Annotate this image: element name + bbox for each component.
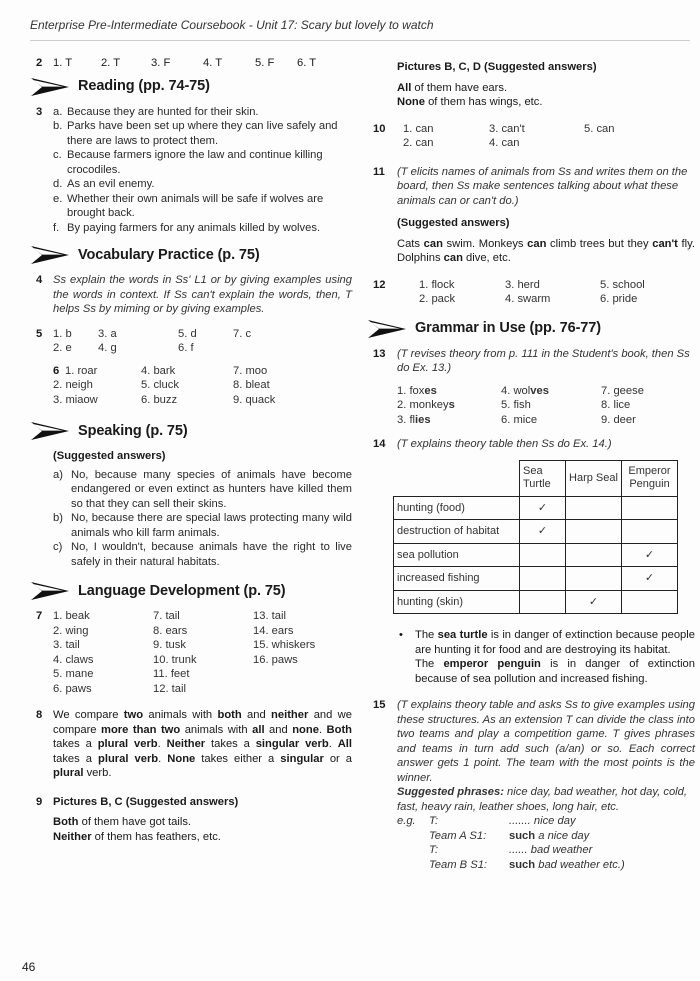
item-number: 2. — [397, 399, 407, 411]
exercise-5 — [36, 327, 352, 356]
answer — [397, 398, 501, 413]
speaker: Team A S1: — [429, 829, 487, 842]
word-stem: lice — [613, 399, 631, 411]
left-column — [36, 56, 352, 854]
answer: 16. paws — [253, 653, 298, 666]
teacher-note: (T revises theory from p. 111 in the Student's book, then Ss do Ex. 13.) — [397, 347, 690, 374]
text: verb. — [83, 767, 112, 779]
text: of them have got tails. — [78, 816, 192, 828]
exercise-number: 4 — [36, 274, 43, 286]
answer-row — [53, 56, 352, 71]
word-stem: fox — [409, 384, 425, 397]
bold-text: none — [292, 723, 319, 736]
item-text: Because farmers ignore the law and continue killing crocodiles. — [67, 149, 323, 176]
answer: 5. can — [584, 122, 615, 135]
answer: 1. b — [53, 327, 72, 340]
bold-text: Neither — [166, 738, 206, 750]
bold-text: can — [423, 237, 443, 250]
utterance — [509, 829, 695, 844]
item-label: c. — [53, 149, 62, 161]
answer — [601, 384, 681, 399]
text: of them has wings, etc. — [424, 96, 543, 108]
bold-text: can — [527, 237, 547, 250]
answer: 9. tusk — [153, 639, 186, 651]
text: takes a — [53, 738, 98, 750]
empty-cell — [520, 590, 566, 614]
word-stem: fish — [513, 399, 531, 411]
bold-text: two — [123, 709, 144, 721]
answer: 2. can — [403, 137, 434, 149]
empty-cell — [520, 543, 566, 567]
empty-cell — [566, 496, 622, 520]
answer: 11. feet — [153, 668, 190, 680]
item-text: By paying farmers for any animals killed by wolves. — [67, 221, 321, 234]
answer: 4. T — [203, 57, 223, 69]
summary-sentence — [415, 657, 695, 686]
speaking-answers — [36, 449, 352, 569]
item-label: d. — [53, 178, 63, 190]
list-item — [53, 119, 352, 148]
text: and — [241, 709, 272, 721]
word-stem: fl — [409, 413, 416, 426]
check-mark-icon: ✓ — [520, 520, 566, 544]
item-text: No, I wouldn't, because animals have the right to live safely in their natural habitats. — [71, 541, 352, 568]
answer: 3. tail — [53, 639, 80, 651]
table-row — [394, 590, 678, 614]
sub-heading: (Suggested answers) — [53, 450, 166, 462]
list-item — [53, 221, 352, 236]
item-label: c) — [53, 541, 63, 553]
bold-text: neither — [271, 709, 309, 721]
bold-text: plural verb — [98, 752, 159, 765]
answer — [501, 413, 601, 428]
column-header: Harp Seal — [566, 460, 622, 496]
exercise-3 — [36, 105, 352, 236]
word-stem: deer — [613, 413, 636, 426]
bold-text: plural verb — [97, 738, 158, 750]
section-title: Vocabulary Practice (p. 75) — [78, 246, 260, 263]
item-label: b) — [53, 512, 63, 524]
grammar-explanation — [53, 708, 352, 781]
answer: 3. F — [151, 57, 171, 69]
answer — [397, 413, 501, 428]
exercise-9 — [36, 795, 352, 845]
item-text: No, because there are special laws protecting many wild animals who kill farm animals. — [71, 512, 352, 539]
answer: 13. tail — [253, 610, 286, 622]
answer: 5. cluck — [141, 379, 179, 391]
bold-text: Both — [53, 816, 79, 828]
list-item — [53, 148, 352, 177]
empty-cell — [566, 567, 622, 591]
text: climb trees but they — [546, 237, 653, 250]
text: takes either a — [195, 752, 281, 765]
text: ...... bad weather — [509, 844, 593, 856]
item-number: 8. — [601, 399, 611, 411]
text: . — [158, 752, 168, 765]
answer — [233, 341, 273, 356]
empty-cell — [566, 543, 622, 567]
text: and — [264, 723, 293, 736]
section-heading-language — [30, 581, 352, 601]
row-label: hunting (food) — [394, 496, 520, 520]
right-column — [373, 60, 695, 882]
section-title: Speaking (p. 75) — [78, 422, 188, 439]
exercise-9-continued — [373, 60, 695, 110]
answer: 4. claws — [53, 653, 94, 666]
bullet-icon: • — [399, 629, 403, 641]
check-mark-icon: ✓ — [622, 543, 678, 567]
row-label: hunting (skin) — [394, 590, 520, 614]
text: of them have ears. — [411, 81, 508, 94]
exercise-4 — [36, 273, 352, 317]
arrow-icon — [30, 421, 70, 441]
exercise-number: 2 — [36, 57, 43, 69]
text: . — [318, 723, 327, 736]
text: . — [157, 738, 167, 750]
list-item — [53, 192, 352, 221]
answer: 14. ears — [253, 624, 294, 637]
section-title: Reading (pp. 74-75) — [78, 78, 210, 95]
column-header: Emperor Penguin — [622, 460, 678, 496]
table-header-row — [394, 460, 678, 496]
answer: 6. T — [297, 57, 317, 69]
exercise-number: 5 — [36, 327, 43, 340]
eg-label: e.g. — [397, 815, 416, 827]
bold-text: both — [217, 709, 242, 721]
answer-grid — [419, 278, 695, 307]
sub-heading: (Suggested answers) — [397, 217, 510, 229]
answer: 2. T — [101, 57, 121, 69]
example-line — [53, 815, 352, 830]
word-stem: mice — [513, 413, 538, 426]
bold-text: such — [509, 858, 536, 871]
answer: 7. tail — [153, 610, 180, 622]
answer: 9. quack — [233, 393, 276, 406]
utterance — [509, 843, 695, 858]
table-row — [394, 496, 678, 520]
arrow-icon — [30, 245, 70, 265]
answer: 5. d — [178, 327, 197, 340]
item-number: 9. — [601, 413, 611, 426]
empty-cell — [622, 520, 678, 544]
text: and we compare — [53, 709, 352, 736]
utterance — [509, 814, 695, 829]
list-item — [53, 177, 352, 192]
arrow-icon — [367, 319, 407, 339]
answer: 7. c — [233, 327, 252, 340]
page-number: 46 — [22, 960, 36, 974]
answer — [501, 398, 601, 413]
summary-bullet — [373, 628, 695, 686]
exercise-6 — [36, 364, 352, 408]
row-label: sea pollution — [394, 543, 520, 567]
bold-text: All — [397, 81, 412, 94]
text: dive, etc. — [462, 252, 511, 264]
text: Cats — [397, 237, 424, 250]
plural-ending: ies — [415, 413, 431, 426]
exercise-8 — [36, 708, 352, 781]
exercise-11 — [373, 165, 695, 266]
speaker: T: — [429, 844, 439, 856]
item-text: Whether their own animals will be safe if wolves are brought back. — [67, 192, 324, 219]
answer — [397, 384, 501, 399]
exercise-15 — [373, 698, 695, 872]
list-item — [53, 511, 352, 540]
exercise-number: 12 — [373, 278, 386, 291]
exercise-number: 3 — [36, 105, 43, 118]
section-title: Grammar in Use (pp. 76-77) — [415, 320, 601, 337]
example-text — [397, 237, 695, 266]
item-number: 3. — [397, 413, 407, 426]
item-number: 5. — [501, 399, 511, 411]
exercise-number: 15 — [373, 699, 386, 711]
answer-grid — [397, 384, 695, 428]
item-text: No, because many species of animals have become endangered or even extinct as hunters have killed them so that they can sell their skins. — [71, 468, 352, 510]
answer: 1. beak — [53, 610, 90, 622]
example-line — [397, 81, 695, 96]
answer — [601, 413, 681, 428]
answer — [584, 136, 644, 151]
example-dialogue — [397, 814, 695, 872]
item-label: e. — [53, 192, 63, 205]
bold-text: emperor penguin — [443, 658, 541, 670]
answer-list — [53, 468, 352, 570]
answer — [601, 398, 681, 413]
plural-ending: es — [424, 384, 437, 397]
text: The — [415, 658, 444, 670]
theory-table — [393, 460, 678, 615]
exercise-number: 10 — [373, 122, 386, 135]
bold-text: more than two — [101, 723, 181, 736]
text: takes a — [205, 738, 256, 750]
item-text: Parks have been set up where they can live safely and there are laws to protect them. — [67, 120, 338, 147]
item-label: a) — [53, 468, 63, 481]
answer: 2. e — [53, 342, 72, 354]
teacher-note: (T explains theory table then Ss do Ex. 14.) — [397, 438, 612, 450]
answer: 8. bleat — [233, 379, 270, 391]
exercise-14 — [373, 437, 695, 686]
word-stem: wol — [513, 384, 531, 397]
exercise-number: 7 — [36, 610, 43, 622]
text: ....... nice day — [509, 815, 576, 827]
bold-text: all — [252, 723, 265, 736]
item-text: Because they are hunted for their skin. — [67, 105, 259, 118]
item-number: 1. — [397, 384, 407, 397]
example-line — [397, 95, 695, 110]
text: The — [415, 629, 438, 641]
speaker: T: — [429, 815, 439, 827]
empty-cell — [520, 567, 566, 591]
answer: 7. moo — [233, 364, 268, 377]
arrow-icon — [30, 77, 70, 97]
answer-grid — [403, 122, 695, 151]
answer: 12. tail — [153, 682, 186, 695]
answer: 3. can't — [489, 122, 525, 135]
text: a nice day — [535, 829, 590, 842]
section-heading-grammar — [367, 319, 695, 339]
answer: 6. f — [178, 342, 194, 354]
exercise-number: 11 — [373, 165, 385, 178]
answer: 1. flock — [419, 278, 455, 291]
answer: 2. pack — [419, 293, 456, 305]
answer: 5. F — [255, 57, 275, 69]
answer-grid — [53, 327, 352, 356]
sub-heading: Pictures B, C, D (Suggested answers) — [397, 61, 597, 73]
exercise-2 — [36, 56, 352, 71]
sub-heading: Pictures B, C (Suggested answers) — [53, 795, 239, 808]
exercise-number: 8 — [36, 709, 43, 721]
bold-text: such — [509, 829, 536, 842]
answer: 3. herd — [505, 278, 540, 291]
answer: 15. whiskers — [253, 639, 316, 651]
section-heading-speaking — [30, 421, 352, 441]
text: is in danger of extinction because of sea pollution and increased fishing. — [415, 658, 695, 685]
table-row — [394, 520, 678, 544]
answer: 2. neigh — [53, 379, 93, 391]
check-mark-icon: ✓ — [622, 567, 678, 591]
answer: 4. swarm — [505, 293, 551, 305]
answer: 1. T — [53, 57, 73, 69]
answer: 10. trunk — [153, 653, 197, 666]
check-mark-icon: ✓ — [520, 496, 566, 520]
teacher-note: Ss explain the words in Ss' L1 or by giving examples using the words in context. If Ss can't explain the words, then, T helps Ss by miming or by giving examples. — [53, 274, 352, 315]
text: of them has feathers, etc. — [91, 830, 221, 843]
summary-sentence — [415, 628, 695, 657]
bold-text: None — [167, 752, 196, 765]
phrases-label: Suggested phrases: — [397, 786, 504, 798]
bold-text: singular — [280, 752, 324, 765]
word-stem: geese — [613, 384, 644, 397]
arrow-icon — [30, 581, 70, 601]
answer: 3. miaow — [53, 393, 98, 406]
answer — [253, 667, 343, 682]
table-row — [394, 543, 678, 567]
exercise-13 — [373, 347, 695, 428]
answer: 1. roar — [65, 364, 98, 377]
answer — [501, 384, 601, 399]
bold-text: singular verb — [255, 738, 329, 750]
bold-text: None — [397, 96, 425, 108]
bold-text: All — [337, 738, 352, 750]
section-title: Language Development (p. 75) — [78, 582, 286, 599]
row-label: increased fishing — [394, 567, 520, 591]
header-divider — [30, 40, 690, 41]
text: takes a — [53, 752, 99, 765]
exercise-number: 6 — [53, 364, 60, 377]
plural-ending: s — [448, 399, 455, 411]
teacher-note: (T elicits names of animals from Ss and writes them on the board, then Ss make sentences talking about what these animals can or can't do.) — [397, 165, 688, 207]
text: is in danger of extinction because people are hunting it for food and are destroying its habitat. — [415, 629, 695, 656]
bold-text: sea turtle — [437, 629, 488, 641]
bold-text: can't — [652, 237, 678, 250]
bold-text: plural — [53, 767, 84, 779]
text: fly. Dolphins — [397, 237, 695, 264]
empty-cell — [622, 496, 678, 520]
answer: 5. school — [600, 278, 645, 291]
item-text: As an evil enemy. — [67, 178, 155, 190]
answer: 6. buzz — [141, 393, 178, 406]
answer: 2. wing — [53, 624, 89, 637]
item-number: 4. — [501, 384, 511, 397]
answer: 4. bark — [141, 364, 176, 377]
text: bad weather etc.) — [535, 858, 625, 871]
utterance — [509, 858, 695, 873]
exercise-number: 9 — [36, 795, 43, 808]
text: We compare — [53, 709, 124, 721]
list-item — [53, 105, 352, 120]
table-row — [394, 567, 678, 591]
answer-list — [53, 105, 352, 236]
answer: 1. can — [403, 122, 434, 135]
example-line — [53, 830, 352, 845]
section-heading-vocabulary — [30, 245, 352, 265]
exercise-10 — [373, 122, 695, 151]
item-label: b. — [53, 120, 63, 132]
list-item — [53, 540, 352, 569]
answer: 5. mane — [53, 668, 94, 680]
item-label: a. — [53, 105, 63, 118]
empty-cell — [622, 590, 678, 614]
word-stem: monkey — [409, 399, 449, 411]
text: animals with — [143, 709, 218, 721]
exercise-number: 14 — [373, 438, 386, 450]
item-number: 6. — [501, 413, 511, 426]
answer-grid — [53, 609, 352, 696]
row-label: destruction of habitat — [394, 520, 520, 544]
answer: 6. pride — [600, 293, 638, 305]
bold-text: Both — [326, 723, 353, 736]
phrases: nice day, bad weather, hot day, cold, fast, heavy rain, leather shoes, long hair, etc. — [397, 786, 687, 813]
text: swim. Monkeys — [442, 237, 528, 250]
answer: 8. ears — [153, 624, 188, 637]
answer: 6. paws — [53, 682, 92, 695]
check-mark-icon: ✓ — [566, 590, 622, 614]
answer: 4. g — [98, 342, 117, 354]
answer-grid — [53, 364, 352, 408]
answer: 3. a — [98, 327, 117, 340]
exercise-7 — [36, 609, 352, 696]
item-number: 7. — [601, 384, 611, 397]
column-header: Sea Turtle — [520, 460, 566, 496]
item-label: f. — [53, 221, 60, 234]
answer — [253, 682, 343, 697]
text: animals with — [180, 723, 253, 736]
exercise-12 — [373, 278, 695, 307]
section-heading-reading — [30, 77, 352, 97]
exercise-number: 13 — [373, 347, 386, 360]
answer: 4. can — [489, 137, 520, 149]
teacher-note: (T explains theory table and asks Ss to give examples using these structures. As an extension T can divide the class into two teams and play a competition game. T gives phrases and teams in turn add such (a/an) or so. Each correct answer gets 1 point. The team with the most points is the winner. — [397, 699, 695, 784]
bold-text: can — [443, 252, 463, 264]
page-header: Enterprise Pre-Intermediate Coursebook - Unit 17: Scary but lovely to watch — [30, 18, 434, 32]
empty-cell — [566, 520, 622, 544]
list-item — [53, 468, 352, 512]
text: or a — [323, 752, 353, 765]
text: . — [328, 738, 338, 750]
plural-ending: ves — [530, 384, 549, 397]
empty-cell — [394, 460, 520, 496]
speaker: Team B S1: — [429, 858, 488, 871]
bold-text: Neither — [53, 830, 92, 843]
